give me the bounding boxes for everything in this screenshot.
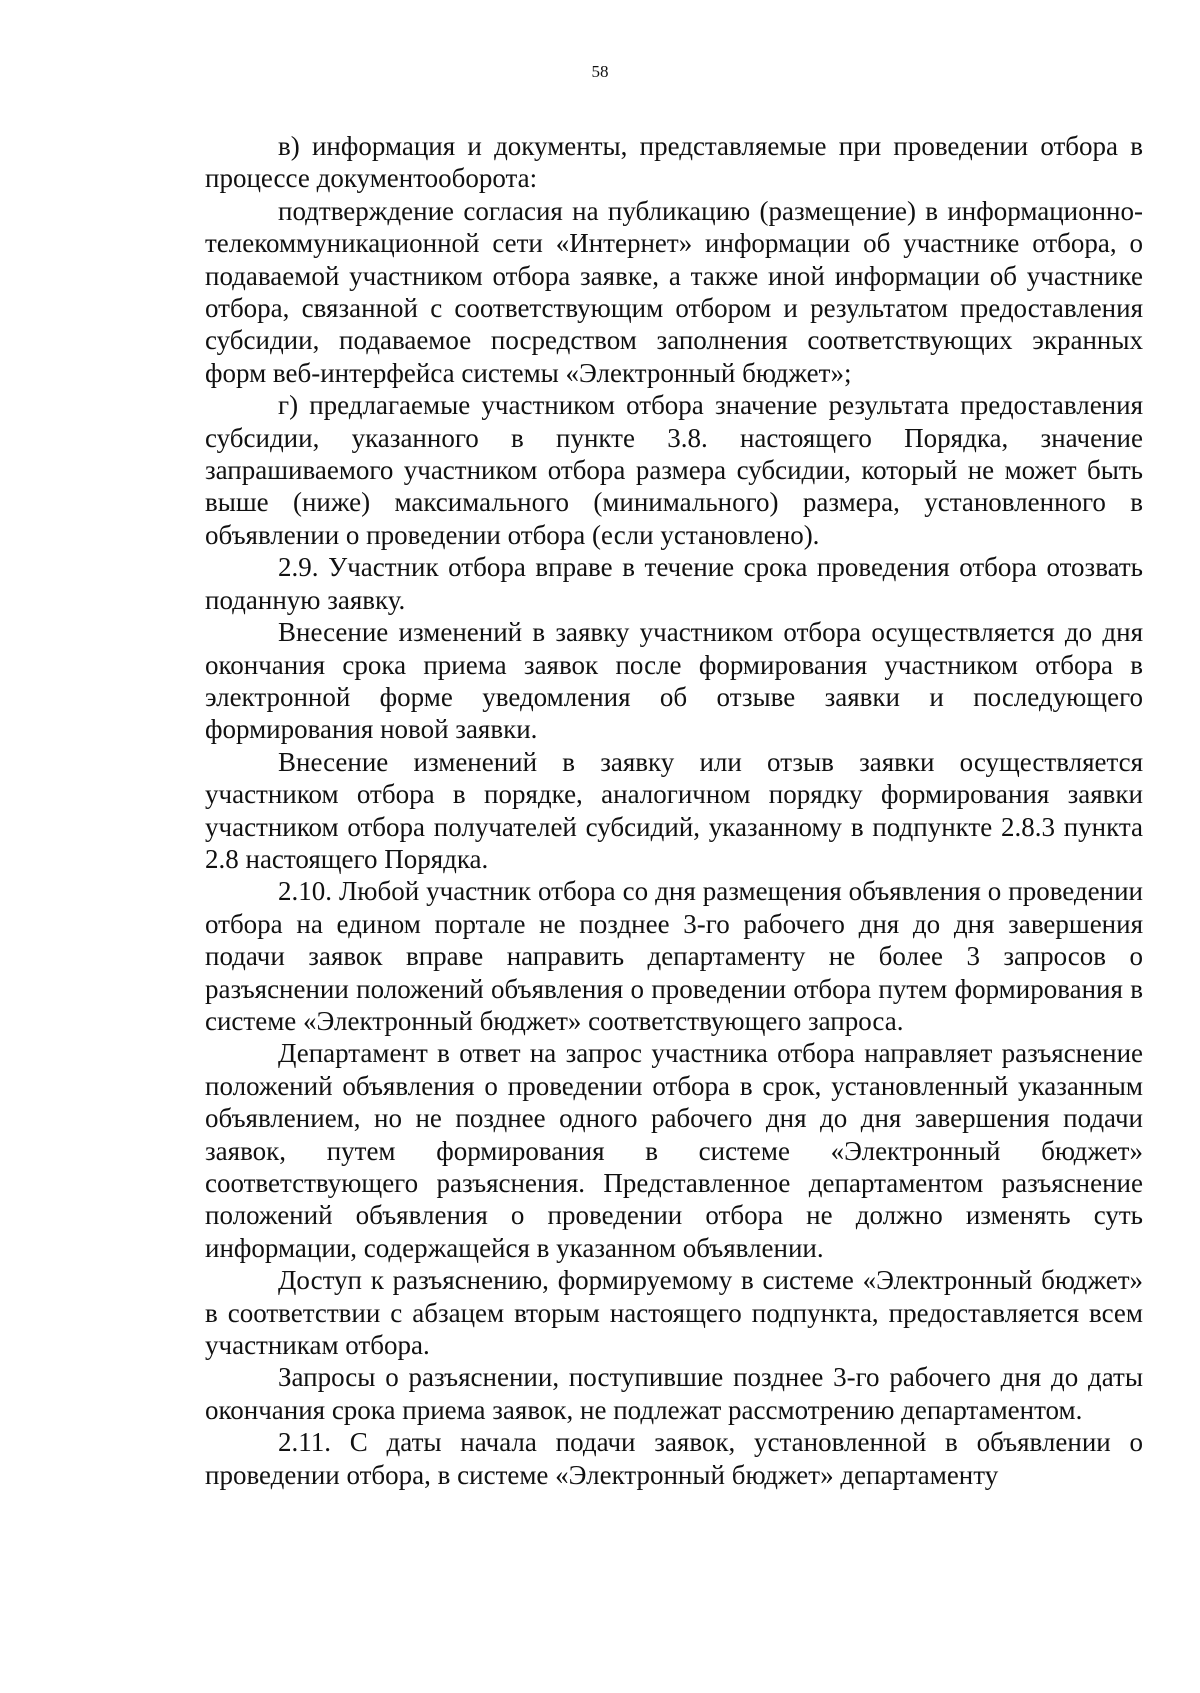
document-body xyxy=(205,130,1143,1491)
paragraph-item-g: г) предлагаемые участником отбора значение результата предоставления субсидии, указанного в пункте 3.8. настоящего Порядка, значение запрашиваемого участником отбора размера субсидии, который не может быть выше (ниже) максимального (минимального) размера, установленного в объявлении о проведении отбора (если установлено). xyxy=(205,390,1143,550)
paragraph-late-requests: Запросы о разъяснении, поступившие позднее 3-го рабочего дня до даты окончания срока приема заявок, не подлежат рассмотрению департаментом. xyxy=(205,1362,1143,1425)
paragraph-access: Доступ к разъяснению, формируемому в системе «Электронный бюджет» в соответствии с абзацем вторым настоящего подпункта, предоставляется всем участникам отбора. xyxy=(205,1265,1143,1361)
paragraph-item-v: в) информация и документы, представляемые при проведении отбора в процессе документооборота: xyxy=(205,131,1143,194)
paragraph-2-9: 2.9. Участник отбора вправе в течение срока проведения отбора отозвать поданную заявку. xyxy=(205,552,1143,615)
paragraph-department-response: Департамент в ответ на запрос участника отбора направляет разъяснение положений объявления о проведении отбора в срок, установленный указанным объявлением, но не позднее одного рабочего дня до дня завершения подачи заявок, путем формирования в системе «Электронный бюджет» соответствующего разъяснения. Представленное департаментом разъяснение положений объявления о проведении отбора не должно изменять суть информации, содержащейся в указанном объявлении. xyxy=(205,1038,1143,1263)
paragraph-changes-2: Внесение изменений в заявку или отзыв заявки осуществляется участником отбора в порядке, аналогичном порядку формирования заявки участником отбора получателей субсидий, указанному в подпункте 2.8.3 пункта 2.8 настоящего Порядка. xyxy=(205,746,1143,874)
paragraph-consent: подтверждение согласия на публикацию (размещение) в информационно-телекоммуникационной сети «Интернет» информации об участнике отбора, о подаваемой участником отбора заявке, а также иной информации об участнике отбора, связанной с соответствующим отбором и результатом предоставления субсидии, подаваемое посредством заполнения соответствующих экранных форм веб-интерфейса системы «Электронный бюджет»; xyxy=(205,195,1143,388)
page-number: 58 xyxy=(591,62,609,81)
paragraph-2-10: 2.10. Любой участник отбора со дня размещения объявления о проведении отбора на едином портале не позднее 3-го рабочего дня до дня завершения подачи заявок вправе направить департаменту не более 3 запросов о разъяснении положений объявления о проведении отбора путем формирования в системе «Электронный бюджет» соответствующего запроса. xyxy=(205,876,1143,1036)
paragraph-2-11: 2.11. С даты начала подачи заявок, установленной в объявлении о проведении отбора, в системе «Электронный бюджет» департаменту xyxy=(205,1427,1143,1490)
paragraph-changes-1: Внесение изменений в заявку участником отбора осуществляется до дня окончания срока приема заявок после формирования участником отбора в электронной форме уведомления об отзыве заявки и последующего формирования новой заявки. xyxy=(205,617,1143,745)
